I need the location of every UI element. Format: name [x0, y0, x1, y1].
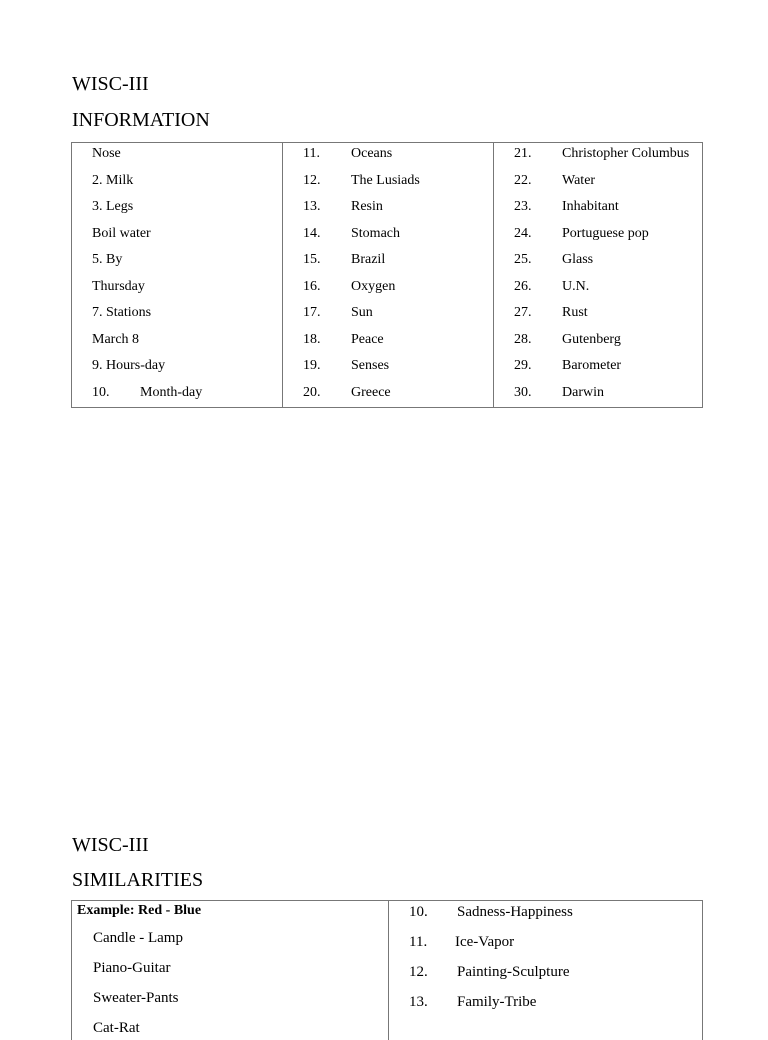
information-item — [514, 304, 704, 322]
information-item — [303, 331, 493, 349]
information-column-3 — [494, 143, 703, 407]
information-item — [514, 145, 704, 163]
information-item — [92, 225, 282, 243]
item-text: 7. Stations — [92, 305, 152, 320]
section2-title: WISC-III — [72, 834, 149, 856]
similarities-right-column — [389, 901, 703, 1040]
item-text: Gutenberg — [562, 331, 621, 347]
similarity-number: 12. — [409, 964, 428, 980]
item-number: 11. — [303, 146, 320, 161]
item-text: Peace — [351, 331, 384, 347]
item-number: 19. — [303, 358, 321, 373]
information-item — [303, 225, 493, 243]
information-item — [92, 198, 282, 216]
information-column-1 — [72, 143, 283, 407]
similarities-example: Example: Red - Blue — [77, 903, 202, 918]
item-text: Christopher Columbus — [562, 146, 690, 161]
item-text: Oceans — [351, 146, 393, 161]
information-item — [514, 357, 704, 375]
information-item — [303, 384, 493, 402]
information-table — [71, 142, 703, 408]
information-item — [303, 145, 493, 163]
information-item — [303, 278, 493, 296]
information-item — [92, 384, 282, 402]
similarity-text: Painting-Sculpture — [457, 964, 570, 980]
item-text: Stomach — [351, 225, 400, 241]
item-number: 10. — [92, 384, 110, 400]
item-text: 5. By — [92, 252, 123, 267]
item-number: 14. — [303, 225, 321, 241]
information-item — [303, 357, 493, 375]
item-number: 13. — [303, 199, 321, 214]
item-text: Oxygen — [351, 278, 396, 294]
information-item — [303, 172, 493, 190]
similarity-number: 10. — [409, 904, 428, 920]
information-item — [514, 172, 704, 190]
item-text: Greece — [351, 384, 391, 400]
information-item — [514, 384, 704, 402]
information-item — [92, 357, 282, 375]
section1-title: WISC-III — [72, 73, 149, 95]
similarity-text: Family-Tribe — [457, 994, 537, 1010]
item-number: 15. — [303, 252, 321, 267]
similarity-number: 13. — [409, 994, 428, 1010]
information-item — [92, 145, 282, 163]
item-number: 25. — [514, 252, 532, 267]
item-text: Portuguese pop — [562, 225, 649, 241]
item-text: Inhabitant — [562, 199, 619, 214]
item-number: 23. — [514, 199, 532, 214]
item-text: Barometer — [562, 358, 622, 373]
item-text: Month-day — [140, 384, 203, 400]
item-text: 9. Hours-day — [92, 358, 166, 373]
item-text: Resin — [351, 199, 383, 214]
item-text: Darwin — [562, 384, 604, 400]
similarity-item: Sweater-Pants — [93, 990, 179, 1006]
information-item — [92, 278, 282, 296]
similarity-text: Sadness-Happiness — [457, 904, 573, 920]
item-number: 28. — [514, 331, 532, 347]
item-number: 27. — [514, 305, 532, 320]
item-number: 20. — [303, 384, 321, 400]
item-number: 18. — [303, 331, 321, 347]
item-number: 17. — [303, 305, 321, 320]
item-number: 24. — [514, 225, 532, 241]
information-column-2 — [283, 143, 494, 407]
similarity-item: Cat-Rat — [93, 1020, 140, 1036]
information-item — [92, 331, 282, 349]
similarities-table — [71, 900, 703, 1040]
information-item — [303, 304, 493, 322]
item-text: Water — [562, 172, 596, 188]
item-text: Rust — [562, 305, 588, 320]
information-item — [514, 251, 704, 269]
item-text: Brazil — [351, 252, 386, 267]
information-item — [514, 331, 704, 349]
information-item — [92, 251, 282, 269]
information-item — [92, 304, 282, 322]
information-item — [514, 198, 704, 216]
item-number: 29. — [514, 358, 532, 373]
item-text: Senses — [351, 358, 390, 373]
information-item — [303, 198, 493, 216]
item-text: Thursday — [92, 278, 145, 294]
information-item — [92, 172, 282, 190]
item-text: Boil water — [92, 225, 151, 241]
similarities-left-column — [72, 901, 389, 1040]
section2-subtitle: SIMILARITIES — [72, 869, 204, 891]
similarity-item: Candle - Lamp — [93, 930, 183, 946]
item-text: 3. Legs — [92, 199, 134, 214]
item-number: 30. — [514, 384, 532, 400]
item-text: U.N. — [562, 278, 590, 294]
item-number: 21. — [514, 146, 532, 161]
item-text: 2. Milk — [92, 172, 134, 188]
item-text: March 8 — [92, 331, 140, 347]
similarity-text: Ice-Vapor — [455, 934, 515, 950]
item-number: 26. — [514, 278, 532, 294]
item-text: Glass — [562, 252, 594, 267]
item-number: 22. — [514, 172, 532, 188]
item-number: 12. — [303, 172, 321, 188]
item-number: 16. — [303, 278, 321, 294]
item-text: Nose — [92, 146, 121, 161]
similarity-item: Piano-Guitar — [93, 960, 171, 976]
section1-subtitle: INFORMATION — [72, 109, 210, 131]
similarity-number: 11. — [409, 934, 428, 950]
information-item — [303, 251, 493, 269]
information-item — [514, 278, 704, 296]
information-item — [514, 225, 704, 243]
item-text: The Lusiads — [351, 172, 420, 188]
item-text: Sun — [351, 305, 373, 320]
